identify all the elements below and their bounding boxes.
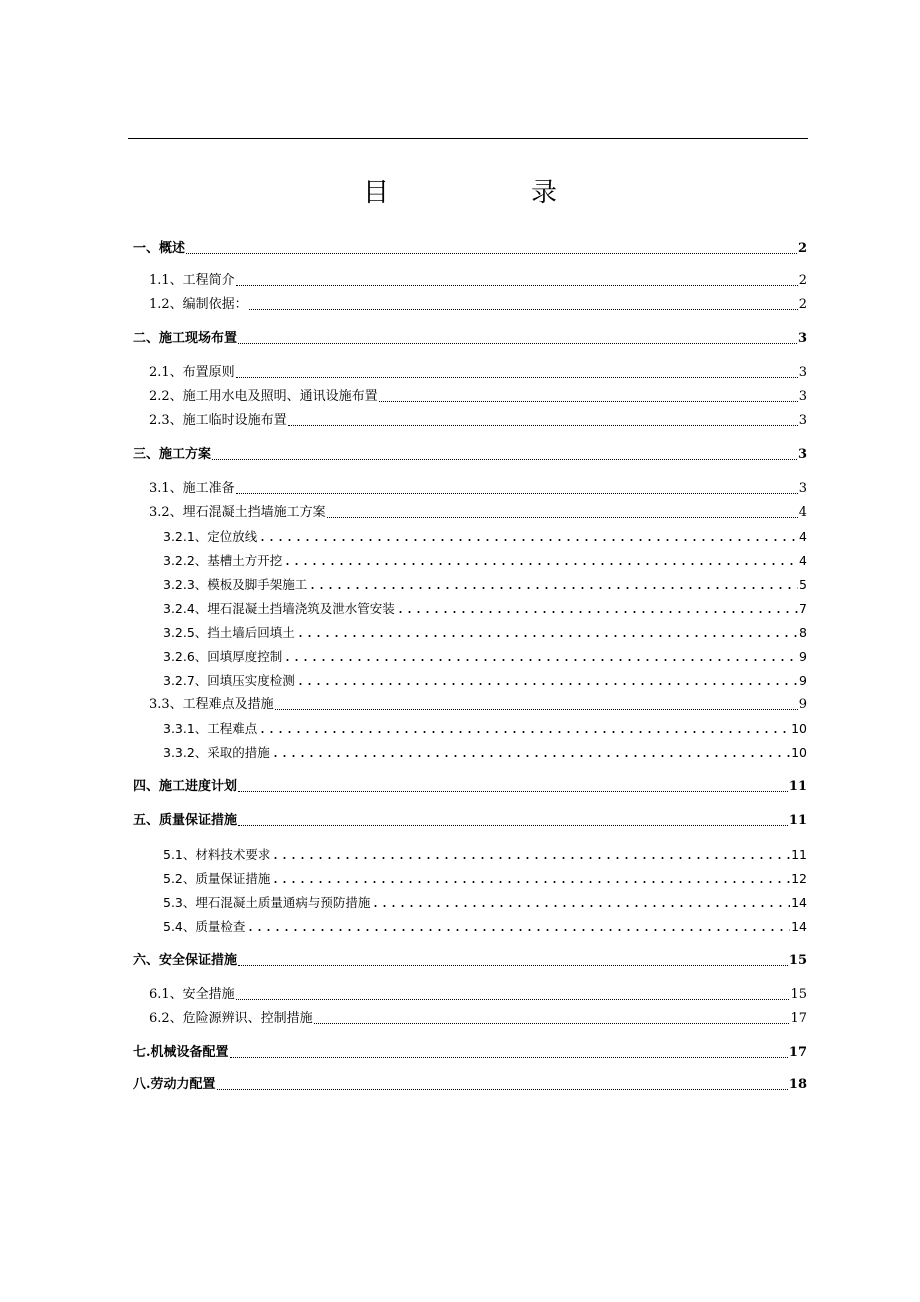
toc-entry-label: 5.4、质量检查 (163, 919, 246, 934)
toc-entry-page-number: 10 (791, 721, 807, 736)
toc-entry-page-number: 5 (799, 577, 807, 592)
toc-dot-leader (236, 493, 798, 494)
toc-entry-label: 5.2、质量保证措施 (163, 871, 271, 886)
toc-entry-page-number: 3 (797, 447, 807, 462)
toc-entry[interactable] (163, 625, 807, 641)
toc-entry[interactable] (163, 577, 807, 593)
toc-dot-leader (236, 999, 790, 1000)
toc-entry-page-number: 18 (788, 1077, 807, 1092)
toc-entry-page-number: 4 (799, 529, 807, 544)
toc-entry-page-number: 12 (791, 871, 807, 886)
toc-dot-leader (288, 425, 798, 426)
toc-dot-leader (230, 1057, 788, 1058)
toc-entry-label: 3.2、埋石混凝土挡墙施工方案 (149, 505, 326, 520)
toc-entry-page-number: 2 (798, 273, 807, 288)
toc-entry-label: 2.2、施工用水电及照明、通讯设施布置 (149, 389, 378, 404)
toc-entry[interactable] (163, 601, 807, 617)
toc-entry-page-number: 9 (799, 673, 807, 688)
toc-dot-leader (217, 1089, 788, 1090)
toc-entry[interactable] (163, 673, 807, 689)
toc-dot-leader (246, 929, 790, 931)
toc-entry-page-number: 3 (798, 389, 807, 404)
toc-entry[interactable] (133, 331, 807, 347)
toc-dot-leader (212, 459, 797, 460)
toc-dot-leader (271, 755, 790, 757)
toc-dot-leader (238, 825, 788, 826)
toc-dot-leader (296, 683, 798, 685)
toc-entry[interactable] (163, 895, 807, 911)
toc-entry-page-number: 9 (799, 649, 807, 664)
toc-entry[interactable] (133, 813, 807, 829)
toc-entry-label: 2.3、施工临时设施布置 (149, 413, 287, 428)
toc-entry-page-number: 4 (798, 505, 807, 520)
toc-entry-label: 3.3.1、工程难点 (163, 721, 258, 736)
toc-entry-label: 四、施工进度计划 (133, 779, 238, 794)
toc-dot-leader (275, 709, 798, 710)
toc-entry-page-number: 9 (798, 697, 807, 712)
toc-entry-page-number: 11 (788, 779, 807, 794)
toc-entry[interactable] (133, 241, 807, 257)
toc-entry-label: 1.2、编制依据： (149, 297, 248, 312)
toc-entry[interactable] (149, 365, 807, 381)
toc-dot-leader (308, 587, 798, 589)
toc-entry[interactable] (149, 481, 807, 497)
toc-entry-label: 3.3.2、采取的措施 (163, 745, 270, 760)
toc-entry-label: 5.3、埋石混凝土质量通病与预防措施 (163, 895, 371, 910)
toc-entry[interactable] (149, 297, 807, 313)
toc-dot-leader (396, 611, 798, 613)
toc-entry-page-number: 8 (799, 625, 807, 640)
toc-entry-label: 3.2.7、回填压实度检测 (163, 673, 295, 688)
toc-entry-label: 3.2.3、模板及脚手架施工 (163, 577, 308, 592)
toc-dot-leader (283, 563, 798, 565)
toc-entry-page-number: 3 (798, 365, 807, 380)
toc-entry-page-number: 3 (798, 481, 807, 496)
toc-entry-page-number: 3 (798, 413, 807, 428)
toc-entry[interactable] (149, 1011, 807, 1027)
toc-dot-leader (283, 659, 798, 661)
toc-dot-leader (238, 791, 788, 792)
toc-entry-label: 2.1、布置原则 (149, 365, 235, 380)
toc-dot-leader (327, 517, 798, 518)
toc-entry-label: 二、施工现场布置 (133, 331, 238, 346)
toc-entry-label: 3.2.6、回填厚度控制 (163, 649, 283, 664)
toc-entry-page-number: 15 (788, 953, 807, 968)
toc-entry-label: 六、安全保证措施 (133, 953, 238, 968)
toc-entry-label: 3.2.5、挡土墙后回填土 (163, 625, 295, 640)
toc-dot-leader (371, 905, 790, 907)
toc-entry[interactable] (149, 389, 807, 405)
toc-entry-label: 5.1、材料技术要求 (163, 847, 271, 862)
toc-entry-label: 6.2、危险源辨识、控制措施 (149, 1011, 313, 1026)
toc-title: 目 录 (362, 178, 615, 208)
toc-entry-label: 3.2.4、埋石混凝土挡墙浇筑及泄水管安装 (163, 601, 395, 616)
toc-dot-leader (271, 881, 790, 883)
toc-entry-page-number: 10 (791, 745, 807, 760)
toc-entry-label: 3.2.1、定位放线 (163, 529, 258, 544)
toc-dot-leader (314, 1023, 790, 1024)
toc-entry-label: 五、质量保证措施 (133, 813, 238, 828)
toc-entry-page-number: 3 (797, 331, 807, 346)
toc-entry-page-number: 17 (790, 1011, 807, 1026)
toc-dot-leader (258, 731, 790, 733)
toc-entry-label: 3.3、工程难点及措施 (149, 697, 274, 712)
toc-entry[interactable] (163, 721, 807, 737)
toc-entry[interactable] (149, 987, 807, 1003)
toc-entry[interactable] (133, 1077, 807, 1093)
toc-dot-leader (379, 401, 798, 402)
toc-entry[interactable] (133, 447, 807, 463)
toc-dot-leader (236, 285, 798, 286)
toc-entry-page-number: 4 (799, 553, 807, 568)
toc-entry-page-number: 2 (798, 297, 807, 312)
toc-entry-page-number: 2 (797, 241, 807, 256)
toc-dot-leader (296, 635, 798, 637)
toc-entry-label: 3.2.2、基槽土方开挖 (163, 553, 283, 568)
toc-dot-leader (271, 857, 790, 859)
toc-dot-leader (258, 539, 798, 541)
toc-entry[interactable] (149, 697, 807, 713)
toc-entry-label: 七.机械设备配置 (133, 1045, 229, 1060)
toc-entry[interactable] (163, 847, 807, 863)
toc-entry-page-number: 15 (790, 987, 807, 1002)
toc-entry[interactable] (149, 273, 807, 289)
toc-entry[interactable] (163, 553, 807, 569)
toc-entry-page-number: 11 (788, 813, 807, 828)
toc-entry[interactable] (149, 505, 807, 521)
toc-dot-leader (238, 965, 788, 966)
toc-entry-page-number: 11 (791, 847, 807, 862)
toc-dot-leader (249, 309, 798, 310)
toc-entry-page-number: 7 (799, 601, 807, 616)
toc-entry[interactable] (163, 745, 807, 761)
toc-entry-label: 一、概述 (133, 241, 186, 256)
toc-entry-page-number: 14 (791, 919, 807, 934)
toc-entry[interactable] (133, 779, 807, 795)
toc-entry[interactable] (133, 1045, 807, 1061)
toc-entry[interactable] (149, 413, 807, 429)
toc-entry-page-number: 17 (788, 1045, 807, 1060)
toc-entry[interactable] (133, 953, 807, 969)
toc-entry-label: 1.1、工程简介 (149, 273, 235, 288)
toc-dot-leader (236, 377, 798, 378)
toc-entry[interactable] (163, 871, 807, 887)
toc-entry[interactable] (163, 649, 807, 665)
toc-entry[interactable] (163, 919, 807, 935)
toc-entry-label: 6.1、安全措施 (149, 987, 235, 1002)
toc-entry-page-number: 14 (791, 895, 807, 910)
toc-entry-label: 3.1、施工准备 (149, 481, 235, 496)
toc-entry-label: 三、施工方案 (133, 447, 212, 462)
toc-dot-leader (186, 253, 797, 254)
toc-entry[interactable] (163, 529, 807, 545)
toc-dot-leader (238, 343, 797, 344)
toc-entry-label: 八.劳动力配置 (133, 1077, 216, 1092)
